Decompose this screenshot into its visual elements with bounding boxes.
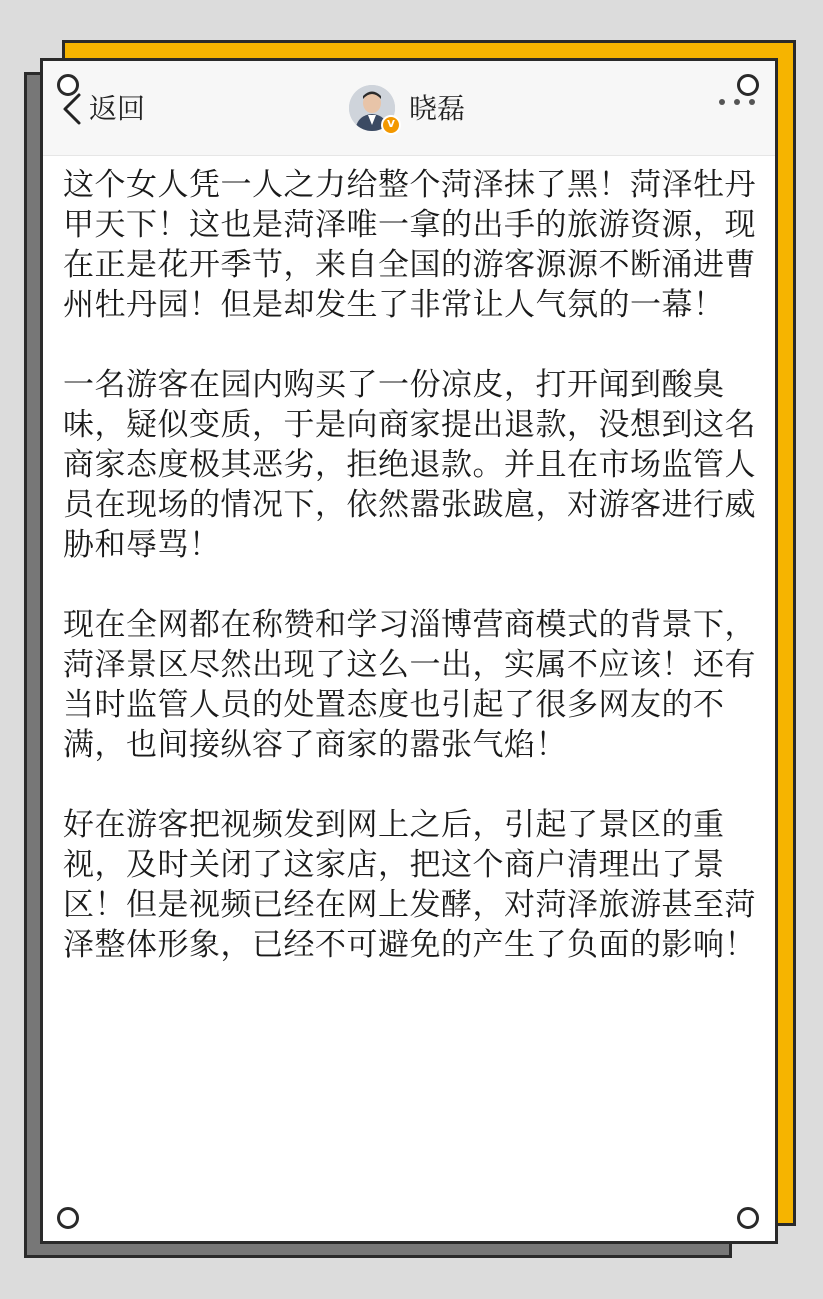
paragraph-3: 现在全网都在称赞和学习淄博营商模式的背景下，菏泽景区尽然出现了这么一出，实属不应该！还有当时监管人员的处置态度也引起了很多网友的不满，也间接纵容了商家的嚣张气焰！ <box>63 607 756 763</box>
binder-ring-icon <box>57 74 79 96</box>
more-dot-icon <box>749 99 755 105</box>
more-options-button[interactable] <box>719 99 755 105</box>
post-card <box>40 58 778 1244</box>
top-bar <box>43 61 775 156</box>
back-button[interactable] <box>61 89 145 129</box>
binder-ring-icon <box>57 1207 79 1229</box>
more-dot-icon <box>719 99 725 105</box>
verified-badge-icon: V <box>381 115 401 135</box>
author-name[interactable]: 晓磊 <box>409 92 466 125</box>
back-label: 返回 <box>89 92 146 125</box>
binder-ring-icon <box>737 74 759 96</box>
binder-ring-icon <box>737 1207 759 1229</box>
paragraph-1: 这个女人凭一人之力给整个菏泽抹了黑！菏泽牡丹甲天下！这也是菏泽唯一拿的出手的旅游资源，现在正是花开季节，来自全国的游客源源不断涌进曹州牡丹园！但是却发生了非常让人气氛的一幕！ <box>63 167 756 323</box>
post-body <box>63 165 759 1005</box>
author-profile[interactable] <box>349 85 465 133</box>
paragraph-2: 一名游客在园内购买了一份凉皮，打开闻到酸臭味，疑似变质，于是向商家提出退款，没想到这名商家态度极其恶劣，拒绝退款。并且在市场监管人员在现场的情况下，依然嚣张跋扈，对游客进行威胁和辱骂！ <box>63 367 756 563</box>
more-dot-icon <box>734 99 740 105</box>
paragraph-4: 好在游客把视频发到网上之后，引起了景区的重视，及时关闭了这家店，把这个商户清理出了景区！但是视频已经在网上发酵，对菏泽旅游甚至菏泽整体形象，已经不可避免的产生了负面的影响！ <box>63 807 756 963</box>
